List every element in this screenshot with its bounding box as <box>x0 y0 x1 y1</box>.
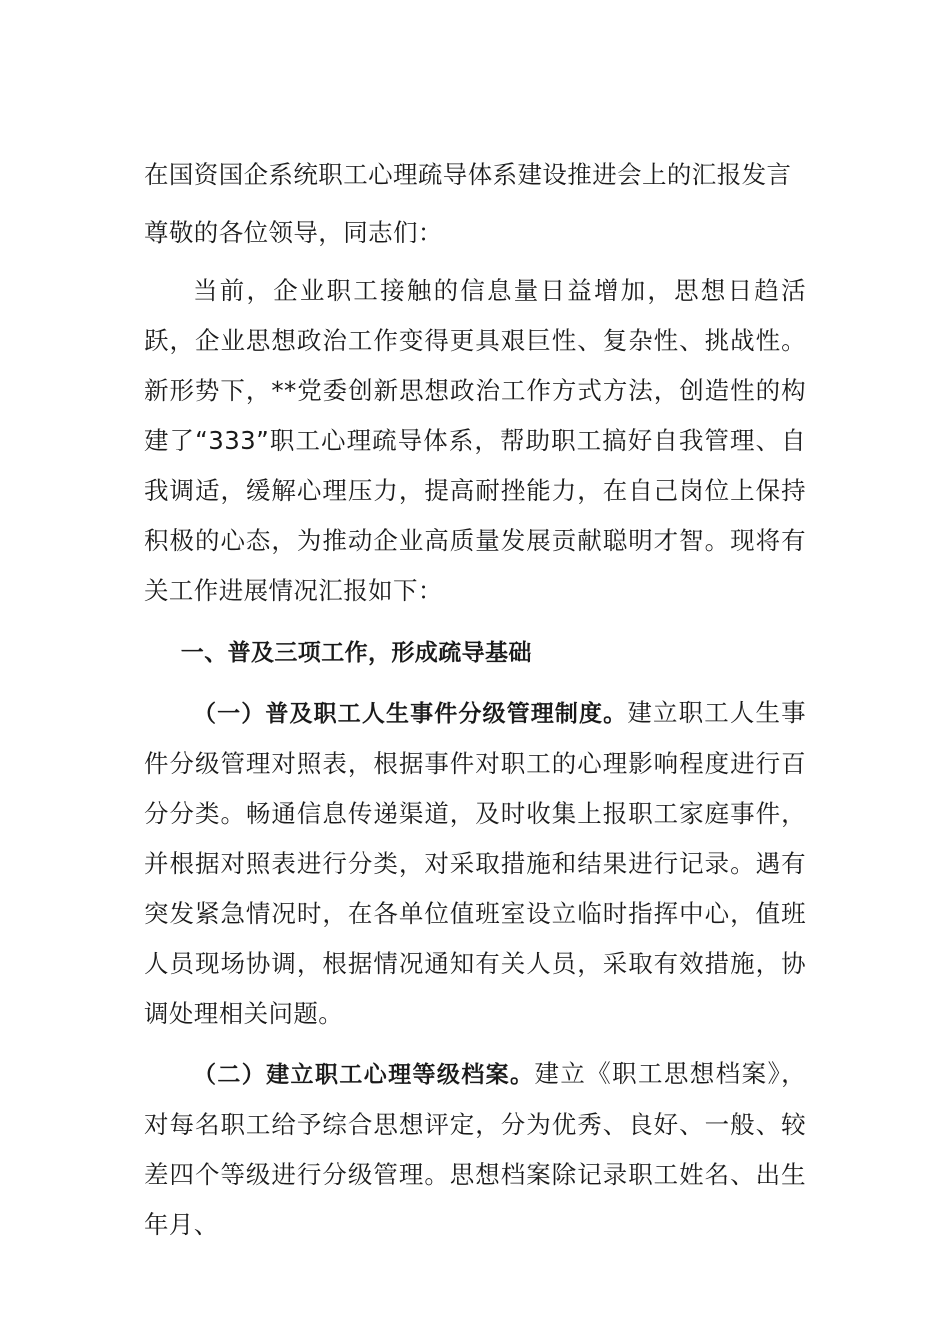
item-lead-2: （二）建立职工心理等级档案。 <box>193 1062 535 1088</box>
document-body <box>144 150 806 1250</box>
item-lead-1: （一）普及职工人生事件分级管理制度。 <box>193 701 628 727</box>
item-text-1: 建立职工人生事件分级管理对照表，根据事件对职工的心理影响程度进行百分分类。畅通信息传递渠道，及时收集上报职工家庭事件，并根据对照表进行分类，对采取措施和结果进行记录。遇有突发紧急情况时，在各单位值班室设立临时指挥中心，值班人员现场协调，根据情况通知有关人员，采取有效措施，协调处理相关问题。 <box>144 698 806 1028</box>
section-heading: 一、普及三项工作，形成疏导基础 <box>180 640 532 666</box>
item-paragraph-1 <box>144 688 806 1039</box>
item-text-2: 建立《职工思想档案》，对每名职工给予综合思想评定，分为优秀、良好、一般、较差四个等级进行分级管理。思想档案除记录职工姓名、出生年月、 <box>144 1059 806 1239</box>
intro-paragraph: 当前，企业职工接触的信息量日益增加，思想日趋活跃，企业思想政治工作变得更具艰巨性、复杂性、挑战性。新形势下，**党委创新思想政治工作方式方法，创造性的构建了“333”职工心理疏导体系，帮助职工搞好自我管理、自我调适，缓解心理压力，提高耐挫能力，在自己岗位上保持积极的心态，为推动企业高质量发展贡献聪明才智。现将有关工作进展情况汇报如下： <box>144 276 806 605</box>
salutation: 尊敬的各位领导，同志们： <box>144 218 443 247</box>
item-paragraph-2 <box>144 1049 806 1250</box>
document-title: 在国资国企系统职工心理疏导体系建设推进会上的汇报发言 <box>144 160 792 189</box>
